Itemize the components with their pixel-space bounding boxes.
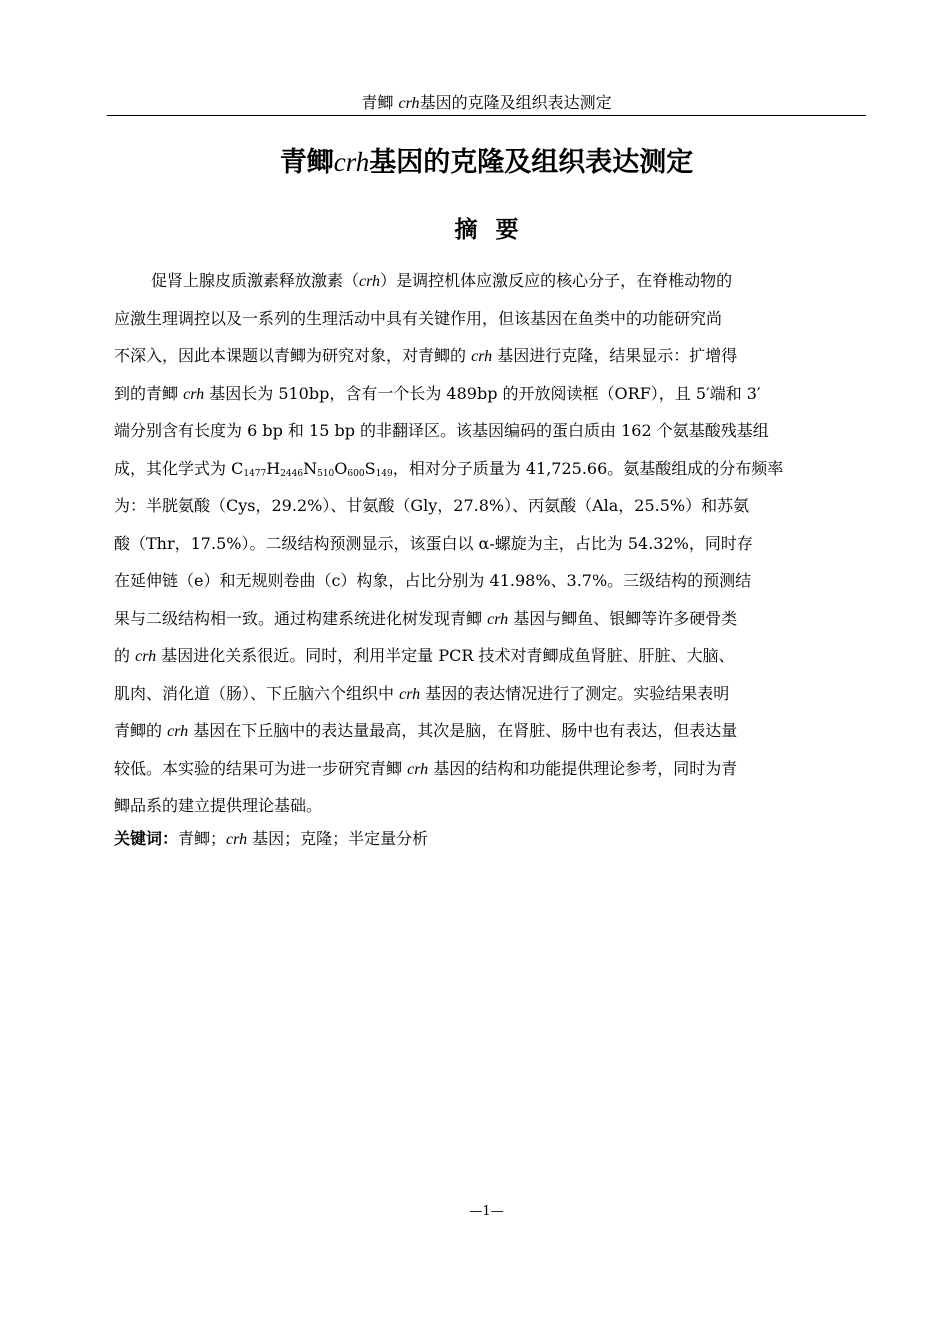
abstract-line: 鲫品系的建立提供理论基础。 bbox=[114, 796, 323, 815]
abstract-line: 酸（Thr，17.5%）。二级结构预测显示，该蛋白以 α-螺旋为主，占比为 54.32%，同时存 bbox=[114, 533, 753, 553]
abstract-line: 应激生理调控以及一系列的生理活动中具有关键作用，但该基因在鱼类中的功能研究尚 bbox=[114, 308, 723, 328]
title-text-tail: 基因的克隆及组织表达测定 bbox=[369, 147, 694, 178]
abstract-line: 肌肉、消化道（肠）、下丘脑六个组织中 crh 基因的表达情况进行了测定。实验结果表明 bbox=[114, 683, 730, 703]
abstract-line: 青鲫的 crh 基因在下丘脑中的表达量最高，其次是脑，在肾脏、肠中也有表达，但表达量 bbox=[114, 721, 738, 740]
abstract-body bbox=[114, 262, 856, 825]
title-gene-name: crh bbox=[333, 147, 370, 177]
abstract-line: 促肾上腺皮质激素释放激素（crh）是调控机体应激反应的核心分子，在脊椎动物的 bbox=[151, 271, 733, 290]
abstract-heading: 摘要 bbox=[454, 217, 537, 243]
page-number: —1— bbox=[469, 1204, 504, 1219]
header-rule bbox=[107, 115, 866, 116]
keywords bbox=[114, 825, 856, 854]
abstract-line: 端分别含有长度为 6 bp 和 15 bp 的非翻译区。该基因编码的蛋白质由 162 个氨基酸残基组 bbox=[114, 421, 769, 440]
keyword: 基因；克隆；半定量分析 bbox=[247, 829, 429, 848]
header-text: 青鲫 bbox=[361, 93, 399, 112]
abstract-line: 不深入，因此本课题以青鲫为研究对象，对青鲫的 crh 基因进行克隆，结果显示：扩增得 bbox=[114, 346, 738, 365]
keyword: 青鲫； bbox=[178, 829, 227, 848]
running-header bbox=[107, 92, 866, 115]
header-text-tail: 基因的克隆及组织表达测定 bbox=[419, 93, 612, 112]
keyword-gene-name: crh bbox=[226, 831, 248, 848]
abstract-line: 成，其化学式为 $C_{1477}H_{2446}N_{510}O_{600}S_{149}$，相对分子质量为 41,725.66。氨基酸组成的分布频率 bbox=[114, 458, 784, 479]
header-gene-name: crh bbox=[398, 95, 420, 112]
document-title bbox=[107, 142, 866, 183]
abstract-line: 较低。本实验的结果可为进一步研究青鲫 crh 基因的结构和功能提供理论参考，同时为青 bbox=[114, 758, 738, 778]
abstract-line: 果与二级结构相一致。通过构建系统进化树发现青鲫 crh 基因与鲫鱼、银鲫等许多硬骨类 bbox=[114, 608, 738, 628]
abstract-line: 到的青鲫 crh 基因长为 510bp，含有一个长为 489bp 的开放阅读框（ORF），且 5′端和 3′ bbox=[114, 383, 761, 403]
abstract-line: 在延伸链（e）和无规则卷曲（c）构象，占比分别为 41.98%、3.7%。三级结构的预测结 bbox=[114, 571, 752, 590]
title-text: 青鲫 bbox=[279, 147, 334, 178]
abstract-line: 的 crh 基因进化关系很近。同时，利用半定量 PCR 技术对青鲫成鱼肾脏、肝脏、大脑、 bbox=[114, 646, 735, 665]
keywords-label: 关键词： bbox=[114, 829, 179, 848]
abstract-line: 为：半胱氨酸（Cys，29.2%）、甘氨酸（Gly，27.8%）、丙氨酸（Ala，25.5%）和苏氨 bbox=[114, 496, 750, 515]
